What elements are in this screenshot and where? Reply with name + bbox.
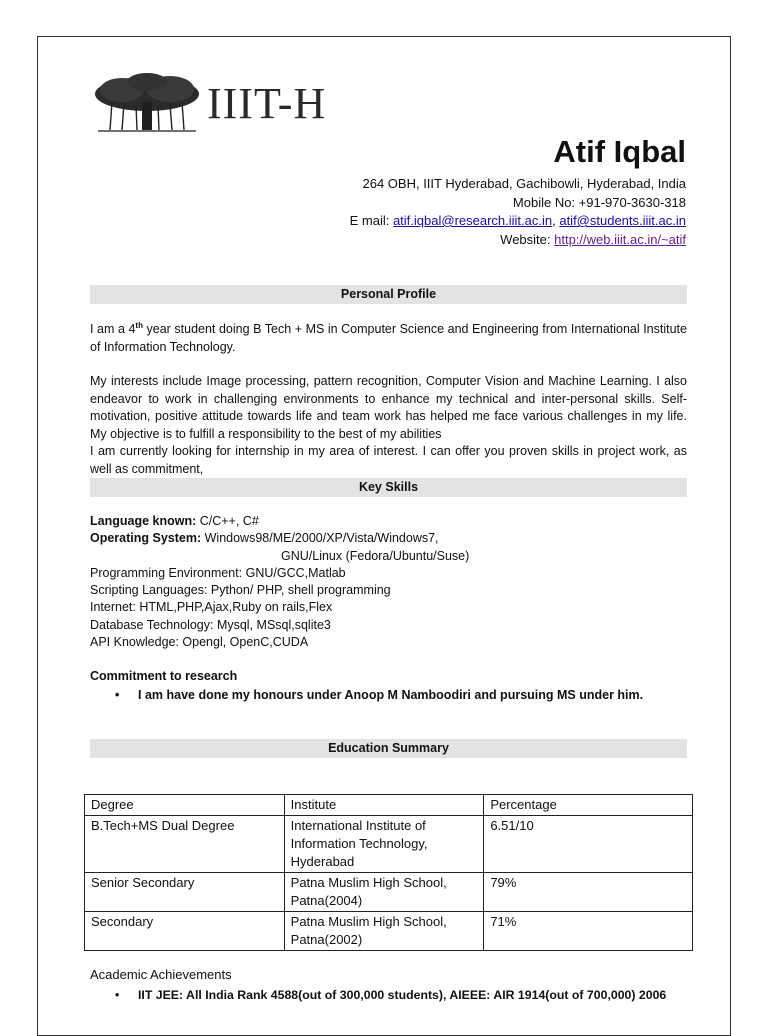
skill-internet: Internet: HTML,PHP,Ajax,Ruby on rails,Flex	[90, 600, 333, 615]
email-label: E mail:	[349, 213, 393, 228]
profile-p1-sup: th	[135, 320, 143, 330]
section-personal-profile: Personal Profile	[90, 285, 687, 304]
skill-os-value: Windows98/ME/2000/XP/Vista/Windows7,	[204, 531, 439, 546]
website-link[interactable]: http://web.iiit.ac.in/~atif	[554, 231, 686, 247]
skill-os	[90, 530, 687, 547]
table-cell: 71%	[484, 912, 693, 951]
banyan-tree-logo	[92, 72, 202, 134]
table-cell: International Institute of Information Technology, Hyderabad	[284, 816, 484, 873]
achievement-bullet-text: IIT JEE: All India Rank 4588(out of 300,000 students), AIEEE: AIR 1914(out of 700,000) 2006	[138, 988, 667, 1002]
table-cell: Senior Secondary	[85, 873, 285, 912]
email-link-research[interactable]: atif.iqbal@research.iiit.ac.in	[392, 213, 553, 228]
table-cell: 79%	[484, 873, 693, 912]
skill-database: Database Technology: Mysql, MSsql,sqlite3	[90, 617, 331, 632]
section-key-skills: Key Skills	[90, 478, 687, 497]
profile-paragraph-3: I am currently looking for internship in my area of interest. I can offer you proven skills in project work, as well as commitment,	[90, 444, 687, 476]
table-row	[85, 912, 693, 951]
table-row	[85, 816, 693, 873]
website-line	[350, 231, 686, 250]
skill-os-label: Operating System:	[90, 531, 205, 546]
research-bullet	[115, 688, 643, 702]
table-row	[85, 873, 693, 912]
achievement-bullet	[115, 988, 666, 1002]
skill-programming-env: Programming Environment: GNU/GCC,Matlab	[90, 565, 346, 580]
candidate-name: Atif Iqbal	[553, 134, 686, 169]
research-heading: Commitment to research	[90, 669, 238, 683]
skill-os-continued: GNU/Linux (Fedora/Ubuntu/Suse)	[281, 548, 470, 563]
profile-paragraph-2: My interests include Image processing, pattern recognition, Computer Vision and Machine Learning. I also endeavor to work in challenging environments to enhance my technical and inter-personal skills. Self-motivation, positive attitude towards life and team work has helped me face various challenges in my life. My objective is to fulfill a responsibility to the best of my abilities	[90, 374, 687, 441]
website-label: Website:	[500, 231, 555, 247]
table-cell: 6.51/10	[484, 816, 693, 873]
skill-language	[90, 513, 687, 530]
table-cell: B.Tech+MS Dual Degree	[85, 816, 285, 873]
skill-scripting: Scripting Languages: Python/ PHP, shell programming	[90, 583, 391, 598]
table-cell: Patna Muslim High School, Patna(2002)	[284, 912, 484, 951]
skill-language-value: C/C++, C#	[199, 514, 259, 528]
logo-text: IIIT-H	[207, 79, 327, 128]
table-header: Percentage	[484, 795, 693, 816]
research-bullet-text: I am have done my honours under Anoop M Namboodiri and pursuing MS under him.	[138, 688, 644, 702]
skill-language-label: Language known:	[90, 514, 200, 528]
bullet-icon: •	[115, 688, 120, 702]
achievements-heading: Academic Achievements	[90, 967, 232, 982]
skill-api: API Knowledge: Opengl, OpenC,CUDA	[90, 635, 309, 650]
profile-paragraph-1	[90, 321, 687, 356]
email-link-students[interactable]: atif@students.iiit.ac.in	[559, 213, 686, 228]
profile-p1-start: I am a 4	[90, 322, 136, 336]
table-cell: Secondary	[85, 912, 285, 951]
email-separator: ,	[552, 213, 560, 228]
bullet-icon: •	[115, 988, 120, 1002]
table-header-row	[85, 795, 693, 816]
skills-list	[90, 513, 687, 651]
contact-block	[350, 175, 686, 249]
profile-p1-end: year student doing B Tech + MS in Computer Science and Engineering from International Institute of Information Technology.	[90, 322, 687, 354]
address: 264 OBH, IIIT Hyderabad, Gachibowli, Hyderabad, India	[362, 176, 686, 191]
education-table	[84, 794, 693, 951]
section-education-summary: Education Summary	[90, 739, 687, 758]
mobile: Mobile No: +91-970-3630-318	[512, 194, 686, 210]
table-header: Institute	[284, 795, 484, 816]
email-line	[350, 212, 686, 231]
table-header: Degree	[85, 795, 285, 816]
table-cell: Patna Muslim High School, Patna(2004)	[284, 873, 484, 912]
